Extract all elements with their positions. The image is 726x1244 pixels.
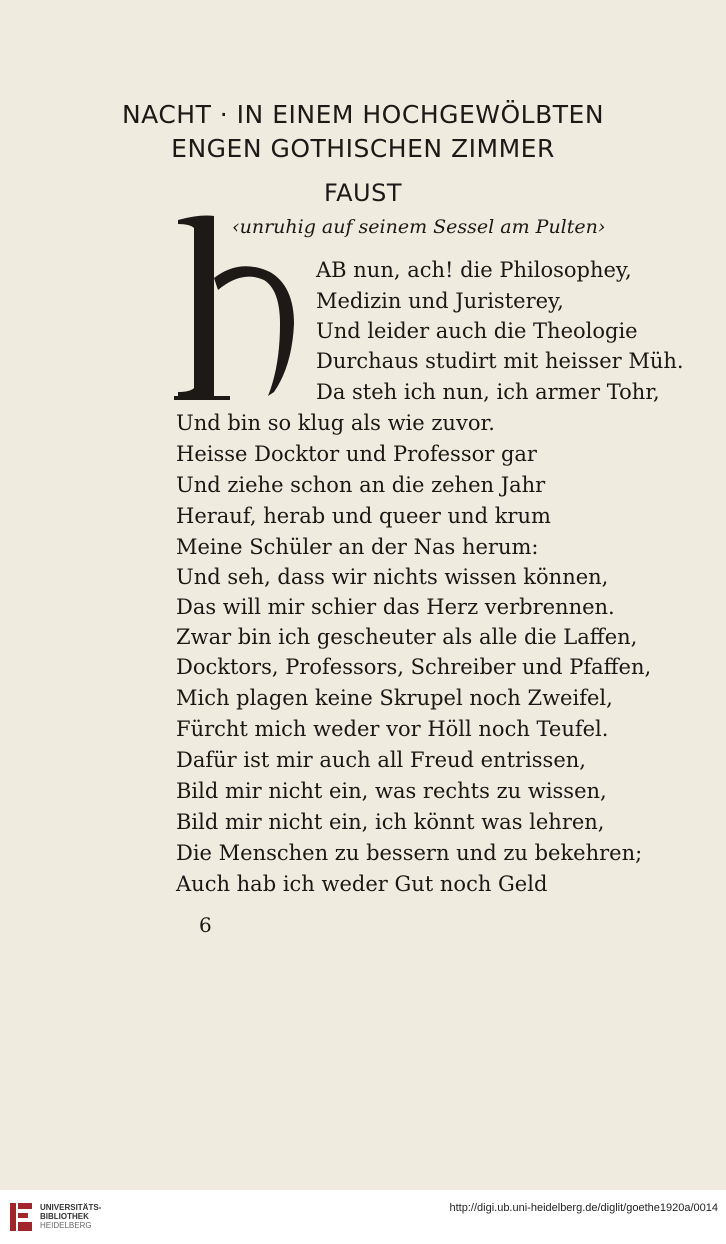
source-url-link[interactable]: http://digi.ub.uni-heidelberg.de/diglit/goethe1920a/0014 bbox=[449, 1202, 718, 1214]
verse-line: Und bin so klug als wie zuvor. bbox=[176, 411, 495, 435]
library-logo-icon bbox=[8, 1201, 34, 1233]
library-name-line-1: UNIVERSITÄTS- bbox=[40, 1203, 102, 1212]
verse-line: Meine Schüler an der Nas herum: bbox=[176, 535, 539, 559]
dropcap-h-icon bbox=[170, 206, 310, 406]
scene-heading-line-1: NACHT · IN EINEM HOCHGEWÖLBTEN bbox=[121, 100, 605, 129]
library-name-line-2: BIBLIOTHEK bbox=[40, 1212, 89, 1221]
verse-line: Und ziehe schon an die zehen Jahr bbox=[176, 473, 546, 497]
verse-line: Zwar bin ich gescheuter als alle die Laffen, bbox=[176, 625, 638, 649]
verse-line: Auch hab ich weder Gut noch Geld bbox=[176, 872, 548, 896]
library-footer bbox=[0, 1190, 726, 1244]
verse-line: Herauf, herab und queer und krum bbox=[176, 504, 551, 528]
verse-line: Da steh ich nun, ich armer Tohr, bbox=[316, 380, 660, 404]
verse-line: Heisse Docktor und Professor gar bbox=[176, 442, 537, 466]
verse-line: AB nun, ach! die Philosophey, bbox=[316, 258, 632, 282]
stage-direction: ‹unruhig auf seinem Sessel am Pulten› bbox=[232, 216, 606, 238]
verse-line: Fürcht mich weder vor Höll noch Teufel. bbox=[176, 717, 609, 741]
verse-line: Und leider auch die Theologie bbox=[316, 319, 638, 343]
verse-line: Docktors, Professors, Schreiber und Pfaffen, bbox=[176, 655, 652, 679]
page-number: 6 bbox=[199, 913, 212, 937]
speaker-name: FAUST bbox=[324, 179, 402, 207]
verse-line: Das will mir schier das Herz verbrennen. bbox=[176, 595, 615, 619]
scene-heading-line-2: ENGEN GOTHISCHEN ZIMMER bbox=[171, 134, 555, 163]
verse-line: Mich plagen keine Skrupel noch Zweifel, bbox=[176, 686, 613, 710]
verse-line: Bild mir nicht ein, was rechts zu wissen, bbox=[176, 779, 607, 803]
library-name bbox=[40, 1203, 101, 1230]
verse-line: Die Menschen zu bessern und zu bekehren; bbox=[176, 841, 643, 865]
library-name-line-3: HEIDELBERG bbox=[40, 1221, 92, 1230]
verse-line: Durchaus studirt mit heisser Müh. bbox=[316, 349, 684, 373]
verse-line: Bild mir nicht ein, ich könnt was lehren, bbox=[176, 810, 605, 834]
verse-line: Dafür ist mir auch all Freud entrissen, bbox=[176, 748, 586, 772]
verse-line: Und seh, dass wir nichts wissen können, bbox=[176, 565, 609, 589]
verse-line: Medizin und Juristerey, bbox=[316, 289, 564, 313]
